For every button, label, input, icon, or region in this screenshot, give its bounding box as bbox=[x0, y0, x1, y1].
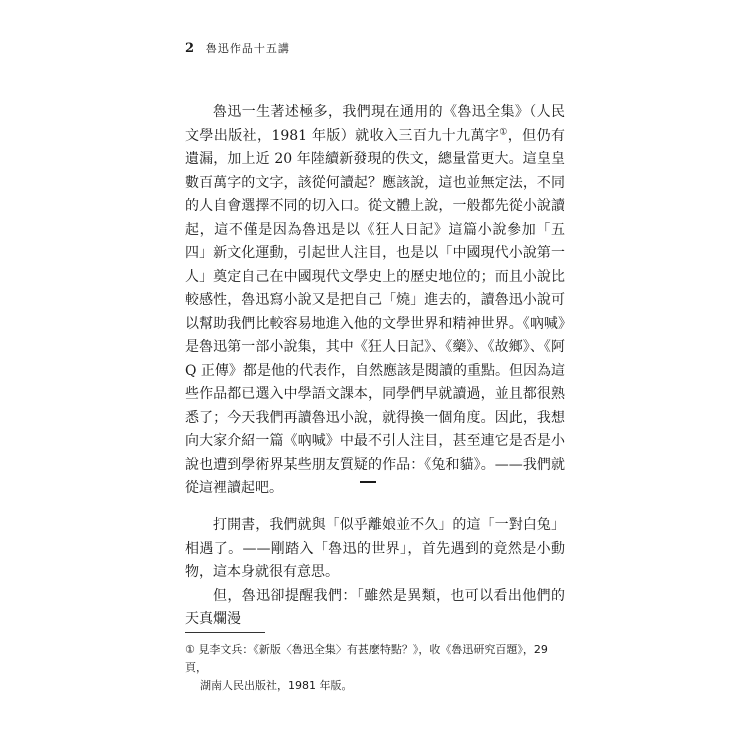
paragraph-3: 但，魯迅卻提醒我們：「雖然是異類，也可以看出他們的天真爛漫 bbox=[185, 587, 565, 627]
page-number: 2 bbox=[185, 41, 195, 56]
paragraph-1 bbox=[185, 101, 565, 501]
paragraph-1-part-b: ，但仍有遺漏，加上近 20 年陸續新發現的佚文，總量當更大。這皇皇數百萬字的文字，該從何讀起？應該說，這也並無定法，不同的人自會選擇不同的切入口。從文體上說，一般都先從小說讀起，這不僅是因為魯迅是以《狂人日記》這篇小說參加「五四」新文化運動，引起世人注目，也是以「中國現代小說第一人」奠定自己在中國現代文學史上的歷史地位的；而且小說比較感性，魯迅寫小說又是把自己「燒」進去的，讀魯迅小說可以幫助我們比較容易地進入他的文學世界和精神世界。《吶喊》是魯迅第一部小說集，其中《狂人日記》、《藥》、《故鄉》、《阿 Q 正傳》都是他的代表作，自然應該是閱讀的重點。但因為這些作品都已選入中學語文課本，同學們早就讀過，並且都很熟悉了；今天我們再讀魯迅小說，就得換一個角度。因此，我想向大家介紹一篇《吶喊》中最不引人注目，甚至連它是否是小說也遭到學術界某些朋友質疑的作品：《兔和貓》。——我們就從這裡讀起吧。 bbox=[185, 127, 565, 496]
footnote bbox=[185, 641, 565, 695]
footnote-line-2: 湖南人民出版社，1981 年版。 bbox=[200, 679, 353, 692]
footnote-divider bbox=[185, 632, 265, 633]
section-one-text bbox=[185, 101, 565, 501]
footnote-text-1: 見李文兵：《新版〈魯迅全集〉有甚麼特點？》，收《魯迅研究百題》，29 頁， bbox=[185, 643, 548, 674]
footnote-line-1 bbox=[185, 641, 565, 677]
section-two-text bbox=[185, 514, 565, 632]
running-header bbox=[185, 40, 290, 57]
section-number-one bbox=[360, 481, 376, 483]
paragraph-1-part-a: 魯迅一生著述極多，我們現在通用的《魯迅全集》（人民文學出版社，1981 年版）就收入三百九十九萬字 bbox=[185, 104, 565, 144]
paragraph-2: 打開書，我們就與「似乎離娘並不久」的這「一對白兔」相遇了。——剛踏入「魯迅的世界」，首先遇到的竟然是小動物，這本身就很有意思。 bbox=[185, 517, 565, 580]
footnote-marker: ① bbox=[185, 643, 195, 656]
footnote-reference[interactable]: ① bbox=[499, 126, 508, 137]
book-title: 魯迅作品十五講 bbox=[205, 42, 290, 55]
